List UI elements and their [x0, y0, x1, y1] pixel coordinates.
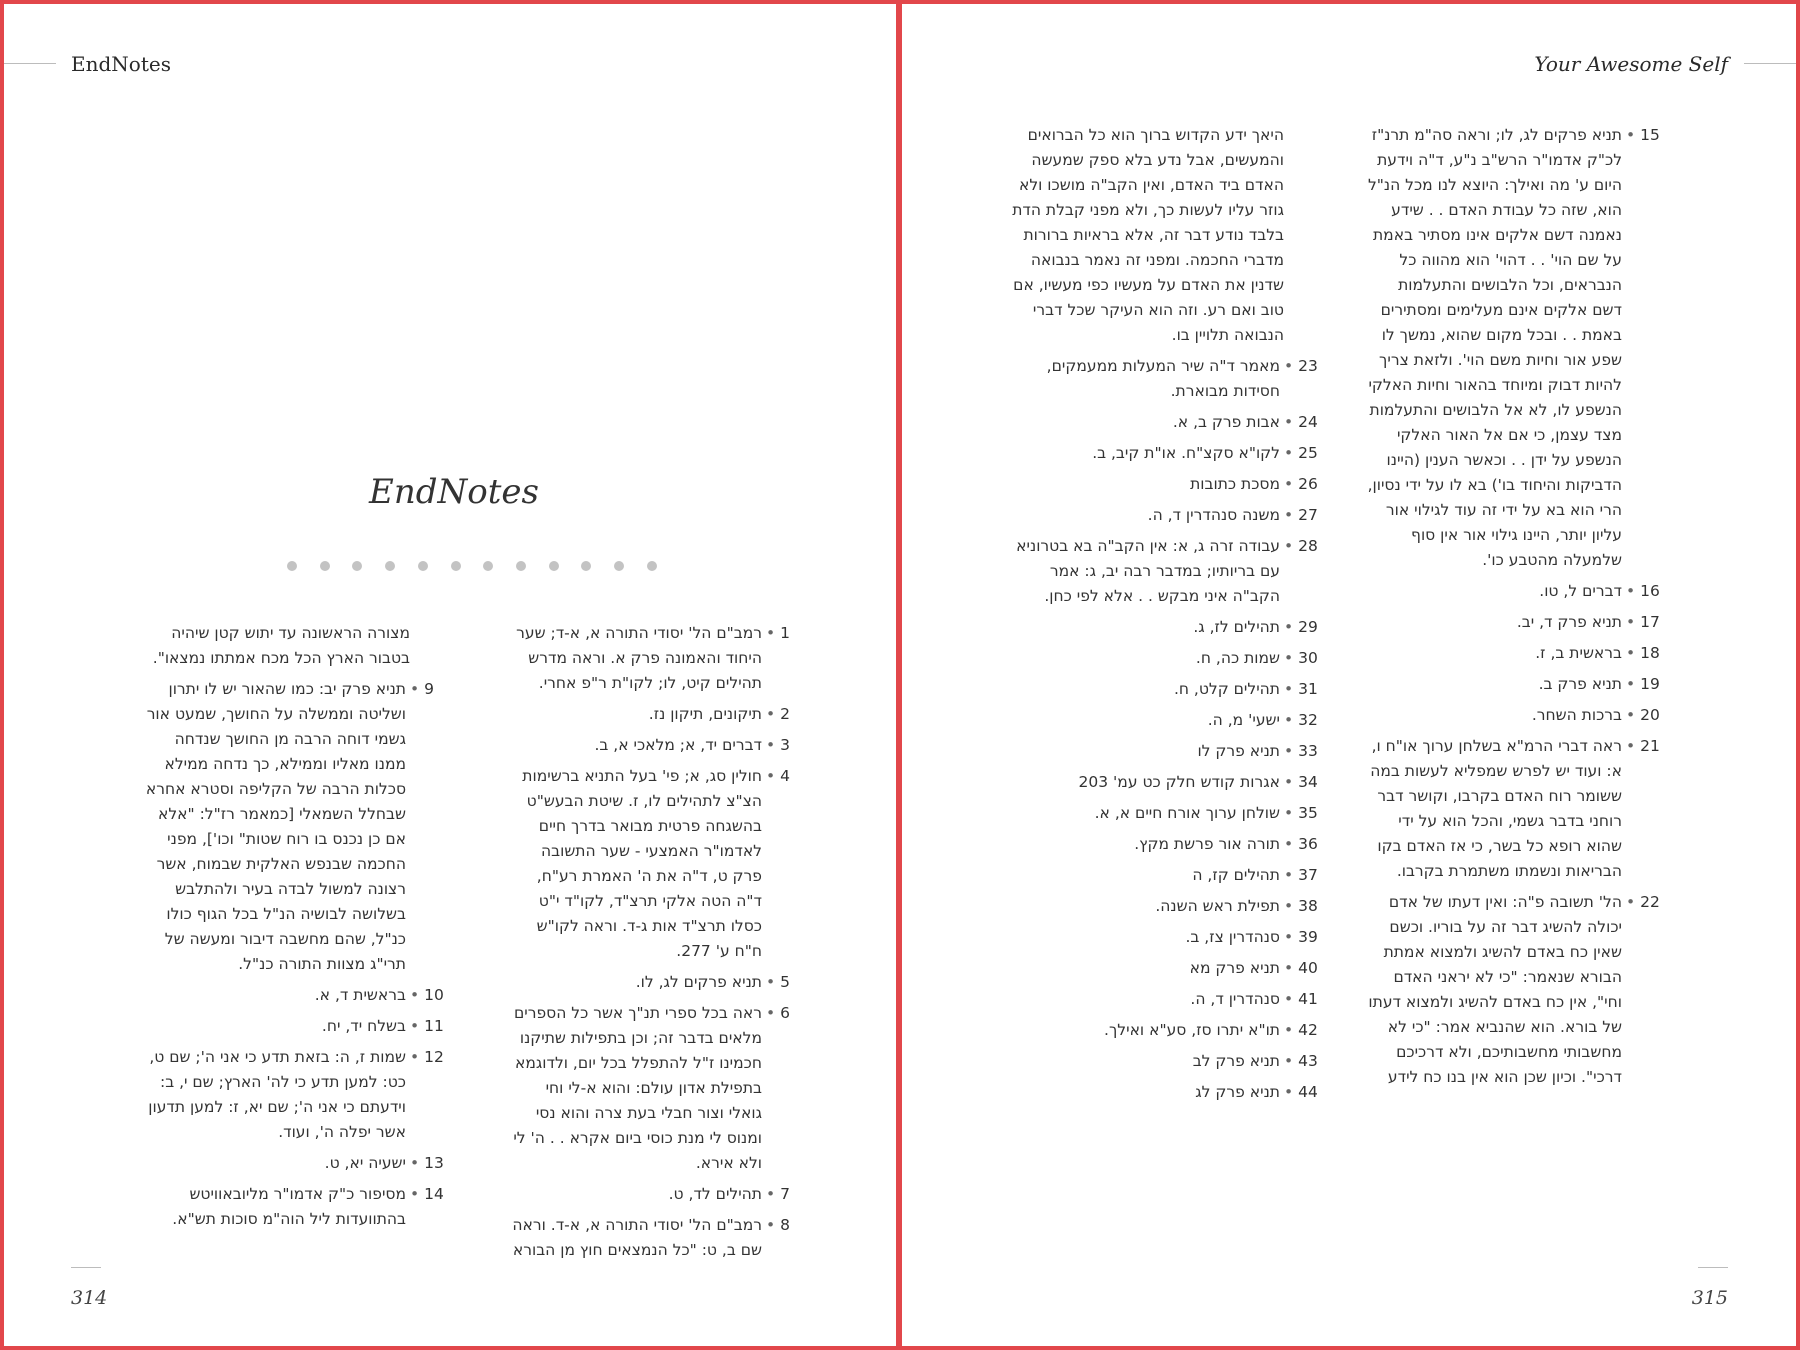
- endnote-number: [1622, 734, 1664, 884]
- endnote-number-value: 34: [1298, 773, 1318, 791]
- folio-rule: [71, 1267, 101, 1268]
- bullet-icon: •: [1284, 866, 1299, 884]
- bullet-icon: •: [1284, 537, 1299, 555]
- page-number: 315: [1691, 1287, 1728, 1309]
- endnote-number-value: 20: [1640, 706, 1660, 724]
- bullet-icon: •: [766, 1216, 781, 1234]
- endnote-text: ברכות השחר.: [1531, 706, 1622, 724]
- endnote-text: מאמר ד"ה שיר המעלות ממעמקים, חסידות מבוארת.: [1046, 357, 1280, 400]
- bullet-icon: •: [1284, 444, 1299, 462]
- endnote-item: [1364, 672, 1664, 697]
- bullet-icon: •: [1284, 897, 1299, 915]
- endnote-number-value: 4: [780, 767, 790, 785]
- bullet-icon: •: [1284, 835, 1299, 853]
- endnote-item: [1012, 863, 1322, 888]
- bullet-icon: •: [410, 1017, 425, 1035]
- notes-column-right: [1364, 123, 1664, 1096]
- endnote-item: [1012, 503, 1322, 528]
- endnote-item: [1012, 534, 1322, 609]
- bullet-icon: •: [1626, 582, 1641, 600]
- endnote-number-value: 8: [780, 1216, 790, 1234]
- bullet-icon: •: [1284, 804, 1299, 822]
- endnote-number: [1280, 503, 1322, 528]
- endnote-number: [762, 621, 804, 696]
- running-head: EndNotes: [71, 52, 171, 76]
- endnote-text: לקו"א סקצ"ח. או"ת קיב, ב.: [1092, 444, 1280, 462]
- bullet-icon: •: [1284, 357, 1299, 375]
- divider-dot: [516, 561, 526, 571]
- endnote-number: [762, 764, 804, 964]
- endnote-item: [1012, 646, 1322, 671]
- endnote-number-value: 9: [424, 680, 434, 698]
- endnote-number: [1280, 863, 1322, 888]
- bullet-icon: •: [766, 736, 781, 754]
- running-head-rule: [4, 63, 56, 64]
- endnote-item: [1012, 770, 1322, 795]
- endnote-text: מסיפור כ"ק אדמו"ר מליובאוויטש בהתוועדות ליל הוה"מ סוכות תש"א.: [172, 1185, 406, 1228]
- endnote-text: תהילים לז, ג.: [1193, 618, 1280, 636]
- endnote-number: [1280, 677, 1322, 702]
- divider-dot: [614, 561, 624, 571]
- bullet-icon: •: [766, 1185, 781, 1203]
- endnote-number: [1280, 987, 1322, 1012]
- bullet-icon: •: [1284, 742, 1299, 760]
- endnote-text: תניא פרקים לג, לו; וראה סה"מ תרנ"ז לכ"ק אדמו"ר הרש"ב נ"ע, ד"ה וידעת היום ע' מה ואילך: היוצא לנו מכל הנ"ל הוא, שזה כל עבודת האדם . . שידע נאמנה דשם אלקים אינו מסתיר באמת על שם הוי' . . דהוי' הוא מהווה כל הנבראים, וכל הלבושים והתעלמות דשם אלקים אינם מעלימים ומסתירים באמת . . ובכל מקום שהוא, נמשך לו שפע אור וחיות משם הוי'. ולזאת צריך להיות דבוק ומיוחד בהאור וחיות האלקי הנשפע לו, לא אל הלבושים והתעלמות מצד עצמן, כי אם אל האור האלקי הנשפע על ידן . . וכאשר הענין (היינו הדביקות והיחוד בו') בא לו על ידי נסיון, הרי הוא בא על ידי זה עוד לגילוי אור עליון יותר, היינו גילוי אור אין סוף שלמעלה מהטבע כו'.: [1367, 126, 1622, 569]
- endnote-number-value: 29: [1298, 618, 1318, 636]
- endnote-text: שמות ז, ה: בזאת תדע כי אני ה'; שם ט, כט: למען תדע כי לה' הארץ; שם י, ב: וידעתם כי אני ה'; שם יא, ז: למען תדעון אשר יפלה ה', ועוד.: [148, 1048, 406, 1141]
- endnote-number: [1280, 708, 1322, 733]
- endnote-item: [1012, 708, 1322, 733]
- bullet-icon: •: [1284, 618, 1299, 636]
- endnote-number: [1280, 1018, 1322, 1043]
- dot-divider: [287, 561, 657, 571]
- endnote-text: ראה בכל ספרי תנ"ך אשר כל הספרים מלאים בדבר זה; וכן בתפילות שתיקנו חכמינו ז"ל להתפלל בכל יום, ולדוגמא בתפילת אדון עולם: והוא א-לי וחי גואלי וצור חבלי בעת צרה והוא נסי ומנוס לי מנת כוסי ביום אקרא . . ה' לי ולא אירא.: [513, 1004, 762, 1172]
- endnote-item: [140, 1014, 448, 1039]
- endnote-number: [762, 702, 804, 727]
- endnote-number-value: 26: [1298, 475, 1318, 493]
- endnote-item: [1364, 890, 1664, 1090]
- endnote-item: [140, 677, 448, 977]
- endnote-number: [762, 1213, 804, 1263]
- endnote-text: תניא פרקים לג, לו.: [635, 973, 762, 991]
- endnote-number: [1622, 641, 1664, 666]
- endnote-number-value: 14: [424, 1185, 444, 1203]
- bullet-icon: •: [1284, 1083, 1299, 1101]
- divider-dot: [385, 561, 395, 571]
- running-head-rule: [1744, 63, 1796, 64]
- divider-dot: [581, 561, 591, 571]
- bullet-icon: •: [1626, 893, 1641, 911]
- divider-dot: [418, 561, 428, 571]
- endnote-number-value: 17: [1640, 613, 1660, 631]
- endnote-text: בראשית ב, ז.: [1535, 644, 1622, 662]
- endnote-item: [508, 1182, 804, 1207]
- endnote-number-value: 32: [1298, 711, 1318, 729]
- divider-dot: [352, 561, 362, 571]
- endnote-item: [1012, 987, 1322, 1012]
- endnote-item: [1364, 610, 1664, 635]
- endnote-number: [1280, 354, 1322, 404]
- endnote-number-value: 36: [1298, 835, 1318, 853]
- bullet-icon: •: [1626, 613, 1641, 631]
- endnote-text: תפילת ראש השנה.: [1155, 897, 1280, 915]
- endnote-number-value: 40: [1298, 959, 1318, 977]
- bullet-icon: •: [766, 1004, 781, 1022]
- endnote-item: [1012, 354, 1322, 404]
- bullet-icon: •: [1284, 959, 1299, 977]
- endnote-item: [508, 764, 804, 964]
- endnote-number: [1622, 672, 1664, 697]
- endnote-number-value: 12: [424, 1048, 444, 1066]
- endnote-number: [762, 1001, 804, 1176]
- endnote-text: אבות פרק ב, א.: [1172, 413, 1280, 431]
- endnote-item: [1012, 441, 1322, 466]
- endnote-number: [1622, 123, 1664, 573]
- bullet-icon: •: [766, 767, 781, 785]
- endnote-item: [508, 733, 804, 758]
- bullet-icon: •: [1626, 737, 1641, 755]
- endnote-text: רמב"ם הל' יסודי התורה א, א-ד; שער היחוד והאמונה פרק א. וראה מדרש תהילים קיט, לו; לקו"ת ר"פ אחרי.: [516, 624, 762, 692]
- endnote-item: [1364, 641, 1664, 666]
- endnote-number-value: 1: [780, 624, 790, 642]
- notes-column-right: [508, 621, 804, 1269]
- endnote-number: [1622, 610, 1664, 635]
- endnote-number: [1280, 1080, 1322, 1105]
- endnote-number-value: 43: [1298, 1052, 1318, 1070]
- endnote-number-value: 35: [1298, 804, 1318, 822]
- endnote-item: [140, 1151, 448, 1176]
- bullet-icon: •: [1284, 413, 1299, 431]
- endnote-number: [762, 733, 804, 758]
- bullet-icon: •: [1626, 126, 1641, 144]
- running-head: Your Awesome Self: [1534, 52, 1728, 76]
- endnote-text: תניא פרק לו: [1197, 742, 1280, 760]
- endnote-item: [140, 1045, 448, 1145]
- endnote-item: [508, 1213, 804, 1263]
- endnote-text: אגרות קודש חלק כט עמ' 203: [1078, 773, 1280, 791]
- endnote-number-value: 6: [780, 1004, 790, 1022]
- endnote-item: [508, 702, 804, 727]
- right-page: [898, 0, 1800, 1350]
- bullet-icon: •: [1284, 680, 1299, 698]
- bullet-icon: •: [766, 624, 781, 642]
- bullet-icon: •: [1284, 506, 1299, 524]
- endnote-text: תניא פרק לב: [1192, 1052, 1280, 1070]
- endnote-number-value: 41: [1298, 990, 1318, 1008]
- divider-dot: [451, 561, 461, 571]
- endnote-number: [406, 1182, 448, 1232]
- bullet-icon: •: [1626, 675, 1641, 693]
- endnote-item: [1012, 894, 1322, 919]
- endnote-number: [406, 1151, 448, 1176]
- endnote-item: [1364, 579, 1664, 604]
- endnote-number-value: 13: [424, 1154, 444, 1172]
- endnote-number-value: 3: [780, 736, 790, 754]
- endnote-text: הל' תשובה פ"ה: ואין דעתו של אדם יכולה להשיג דבר זה על בוריו. וכשם שאין כח באדם להשיג ולמצוא אמתת הבורא שנאמר: "כי לא יראני האדם וחי", אין כח באדם להשיג ולמצוא דעתו של בורא. הוא שהנביא אמר: "כי לא מחשבותי מחשבותיכם, ולא דרכיכם דרכי". וכיון שכן הוא אין בנו כח לידע: [1368, 893, 1622, 1086]
- endnote-number-value: 7: [780, 1185, 790, 1203]
- bullet-icon: •: [1284, 773, 1299, 791]
- endnote-item: [1012, 739, 1322, 764]
- endnote-number-value: 18: [1640, 644, 1660, 662]
- endnote-text: תניא פרק ד, יב.: [1516, 613, 1622, 631]
- endnote-text: תניא פרק לג: [1195, 1083, 1280, 1101]
- divider-dot: [647, 561, 657, 571]
- endnote-text: תניא פרק ב.: [1538, 675, 1622, 693]
- endnote-number: [1280, 472, 1322, 497]
- endnote-text: ישעי' מ, ה.: [1207, 711, 1280, 729]
- endnote-text: תיקונים, תיקון נז.: [648, 705, 762, 723]
- endnote-text: תו"א יתרו סז, סע"א ואילך.: [1104, 1021, 1280, 1039]
- endnote-number-value: 39: [1298, 928, 1318, 946]
- endnote-number: [1280, 832, 1322, 857]
- endnote-number: [406, 1045, 448, 1145]
- endnote-text: תהילים קז, ה: [1192, 866, 1280, 884]
- endnote-number: [1280, 925, 1322, 950]
- endnote-text: תהילים קלט, ח.: [1173, 680, 1280, 698]
- endnote-number: [1622, 703, 1664, 728]
- endnote-number-value: 5: [780, 973, 790, 991]
- endnote-item: [1364, 734, 1664, 884]
- bullet-icon: •: [1284, 928, 1299, 946]
- endnote-number-value: 30: [1298, 649, 1318, 667]
- endnote-number: [1280, 801, 1322, 826]
- endnote-number-value: 44: [1298, 1083, 1318, 1101]
- folio-rule: [1698, 1267, 1728, 1268]
- endnote-number: [406, 983, 448, 1008]
- endnote-item: [508, 621, 804, 696]
- endnote-item: [1012, 1080, 1322, 1105]
- endnote-item: [1012, 410, 1322, 435]
- endnote-number-value: 10: [424, 986, 444, 1004]
- endnote-number-value: 23: [1298, 357, 1318, 375]
- endnote-number: [762, 1182, 804, 1207]
- endnote-number-value: 33: [1298, 742, 1318, 760]
- endnote-number-value: 19: [1640, 675, 1660, 693]
- endnote-text: בראשית ד, א.: [314, 986, 406, 1004]
- endnote-item: [1012, 801, 1322, 826]
- endnote-text: משנה סנהדרין ד, ה.: [1147, 506, 1280, 524]
- endnote-number: [1280, 770, 1322, 795]
- endnote-item: [508, 970, 804, 995]
- endnote-number-value: 2: [780, 705, 790, 723]
- endnote-text: תניא פרק מא: [1189, 959, 1280, 977]
- notes-column-left: [1012, 123, 1322, 1111]
- endnote-item: [1012, 677, 1322, 702]
- endnote-item: [1012, 1049, 1322, 1074]
- endnote-number-value: 37: [1298, 866, 1318, 884]
- divider-dot: [320, 561, 330, 571]
- endnote-text: ראה דברי הרמ"א בשלחן ערוך או"ח ו, א: ועוד יש לפרש שמפליא לעשות במה ששומר רוח האדם בקרבו, וקושר דבר רוחני בדבר גשמי, והכל הוא על ידי שהוא רופא כל בשר, כי אז האדם בקו הבריאות ונשמתו משתמרת בקרבו.: [1370, 737, 1622, 880]
- endnote-number: [406, 677, 448, 977]
- endnote-number-value: 21: [1640, 737, 1660, 755]
- endnote-number-value: 31: [1298, 680, 1318, 698]
- endnote-number: [762, 970, 804, 995]
- endnote-text: תניא פרק יב: כמו שהאור יש לו יתרון ושליטה וממשלה על החושך, שמעט אור גשמי דוחה הרבה מן החושך שנדחה ממנו מאליו וממילא, כך נדחה ממילא סכלות הרבה של הקליפה וסטרא אחרא שבחלל השמאלי [כמאמר רז"ל: "אלא אם כן נכנס בו רוח שטות" וכו'], מפני החכמה שבנפש האלקית שבמוח, אשר רצונה למשול לבדה בעיר ולהתלבש בשלושה לבושיה הנ"ל בכל הגוף כולו כנ"ל, שהם מחשבה דיבור ומעשה של תרי"ג מצוות התורה כנ"ל.: [145, 680, 406, 973]
- notes-column-left: [140, 621, 448, 1238]
- endnote-item: [140, 983, 448, 1008]
- bullet-icon: •: [1284, 475, 1299, 493]
- endnote-item: [1012, 956, 1322, 981]
- endnote-text: שולחן ערוך אורח חיים א, א.: [1094, 804, 1280, 822]
- bullet-icon: •: [410, 1048, 425, 1066]
- endnote-item: [1012, 1018, 1322, 1043]
- endnote-item: [1012, 832, 1322, 857]
- endnote-number: [1280, 410, 1322, 435]
- bullet-icon: •: [1284, 711, 1299, 729]
- bullet-icon: •: [766, 705, 781, 723]
- endnote-text: מסכת כתובות: [1190, 475, 1280, 493]
- endnote-number: [1622, 579, 1664, 604]
- endnote-item: [1012, 925, 1322, 950]
- bullet-icon: •: [1284, 1021, 1299, 1039]
- page-number: 314: [71, 1287, 108, 1309]
- endnote-text: רמב"ם הל' יסודי התורה א, א-ד. וראה שם ב, ט: "כל הנמצאים חוץ מן הבורא: [512, 1216, 762, 1259]
- page-title: EndNotes: [369, 472, 539, 512]
- endnote-number: [1280, 534, 1322, 609]
- endnote-text: דברים ל, טו.: [1539, 582, 1622, 600]
- endnote-item: [1012, 615, 1322, 640]
- endnote-text: תהילים לד, ט.: [668, 1185, 762, 1203]
- note-continuation: היאך ידע הקדוש ברוך הוא כל הברואים והמעשים, אבל נדע בלא ספק שמעשה האדם ביד האדם, ואין הקב"ה מושכו ולא גוזר עליו לעשות כך, ולא מפני קבלת הדת בלבד נודע דבר זה, אלא בראיות ברורות מדברי החכמה. ומפני זה נאמר בנבואה שדנין את האדם על מעשיו כפי מעשיו, אם טוב ואם רע. וזה הוא העיקר שכל דברי הנבואה תלויין בו.: [1012, 126, 1284, 344]
- endnote-text: עבודה זרה ג, א: אין הקב"ה בא בטרוניא עם בריותיו; במדבר רבה יב, ג: אמר הקב"ה איני מבקש . . אלא לפי כחן.: [1016, 537, 1280, 605]
- endnote-text: סנהדרין צז, ב.: [1185, 928, 1280, 946]
- endnote-item: [1364, 123, 1664, 573]
- bullet-icon: •: [1284, 649, 1299, 667]
- endnote-item: [1012, 472, 1322, 497]
- endnote-item: [508, 1001, 804, 1176]
- endnote-number: [1622, 890, 1664, 1090]
- bullet-icon: •: [766, 973, 781, 991]
- endnote-number-value: 22: [1640, 893, 1660, 911]
- divider-dot: [483, 561, 493, 571]
- bullet-icon: •: [1284, 990, 1299, 1008]
- endnote-number: [1280, 956, 1322, 981]
- bullet-icon: •: [410, 986, 425, 1004]
- endnote-number-value: 25: [1298, 444, 1318, 462]
- endnote-number: [1280, 739, 1322, 764]
- endnote-number-value: 28: [1298, 537, 1318, 555]
- endnote-number: [1280, 441, 1322, 466]
- endnote-number-value: 16: [1640, 582, 1660, 600]
- divider-dot: [287, 561, 297, 571]
- endnote-item: [1364, 703, 1664, 728]
- endnote-text: ישעיה יא, ט.: [324, 1154, 406, 1172]
- endnote-item: [140, 1182, 448, 1232]
- endnote-number: [1280, 615, 1322, 640]
- endnote-number: [406, 1014, 448, 1039]
- endnote-number-value: 24: [1298, 413, 1318, 431]
- endnote-number-value: 38: [1298, 897, 1318, 915]
- endnote-text: תורה אור פרשת מקץ.: [1134, 835, 1280, 853]
- endnote-number: [1280, 1049, 1322, 1074]
- note-continuation: מצורה הראשונה עד יתוש קטן שיהיה בטבור הארץ הכל מכח אמתתו נמצאו".: [152, 624, 410, 667]
- divider-dot: [549, 561, 559, 571]
- bullet-icon: •: [1626, 706, 1641, 724]
- endnote-text: שמות כה, ח.: [1195, 649, 1280, 667]
- endnote-number-value: 42: [1298, 1021, 1318, 1039]
- endnote-text: דברים יד, א; מלאכי א, ב.: [594, 736, 762, 754]
- endnote-number-value: 11: [424, 1017, 444, 1035]
- endnote-number: [1280, 894, 1322, 919]
- bullet-icon: •: [1626, 644, 1641, 662]
- endnote-text: בשלח יד, יח.: [321, 1017, 406, 1035]
- bullet-icon: •: [410, 1154, 425, 1172]
- endnote-number-value: 27: [1298, 506, 1318, 524]
- endnote-number: [1280, 646, 1322, 671]
- endnote-text: חולין סג, א; פי' בעל התניא ברשימות הצ"צ לתהילים לו, ז. שיטת הבעש"ט בהשגחה פרטית מבואר בדרך חיים לאדמו"ר האמצעי - שער התשובה פרק ט, ד"ה את ה' האמרת רע"ח, ד"ה הטה אלקי תרצ"ד, לקו"ד י"ט כסלו תרצ"ד אות ג-ד. וראה לקו"ש ח"ח ע' 277.: [522, 767, 762, 960]
- bullet-icon: •: [410, 680, 425, 698]
- endnote-text: סנהדרין ד, ה.: [1190, 990, 1280, 1008]
- bullet-icon: •: [1284, 1052, 1299, 1070]
- bullet-icon: •: [410, 1185, 425, 1203]
- endnote-number-value: 15: [1640, 126, 1660, 144]
